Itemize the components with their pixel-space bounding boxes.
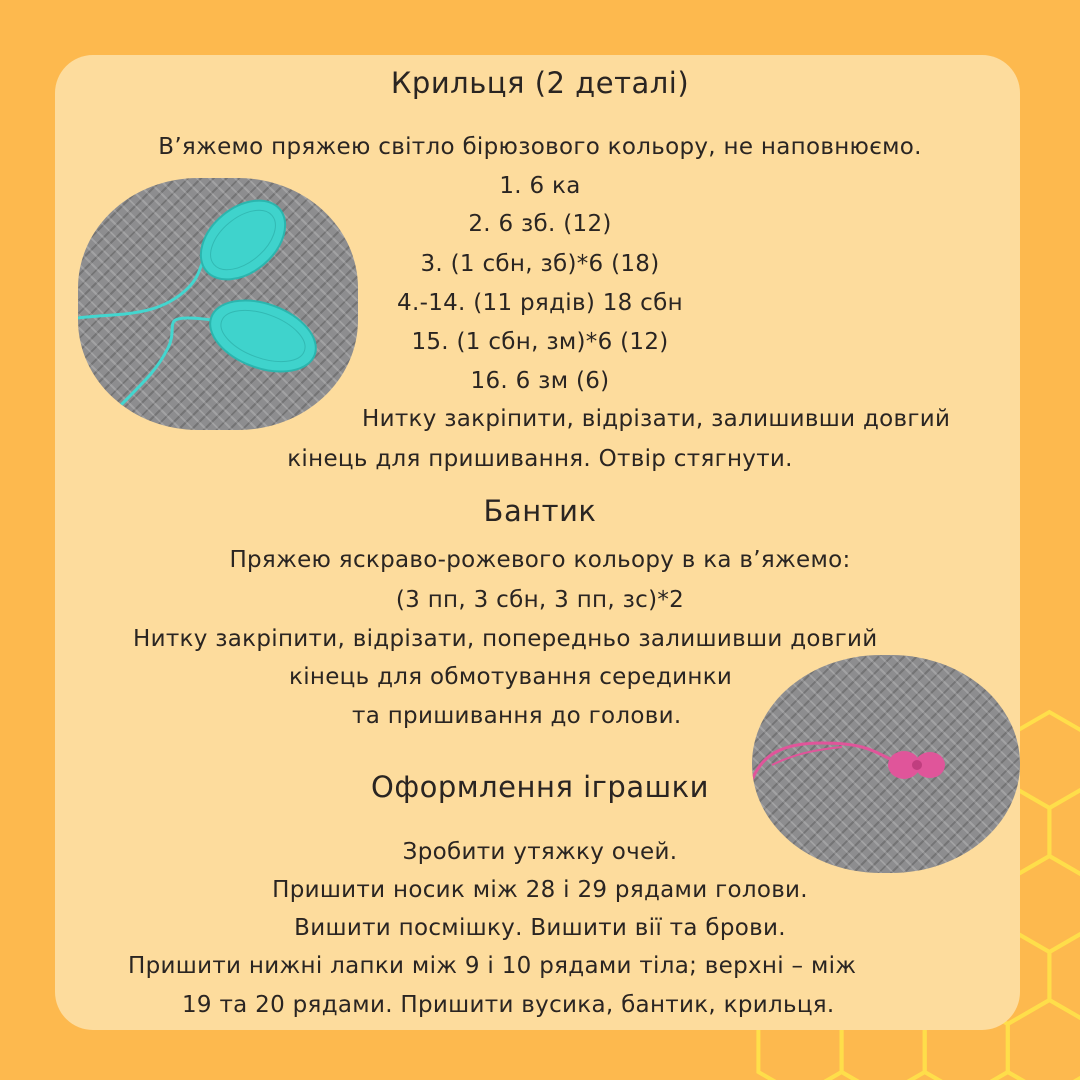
wings-title: Крильця (2 деталі) — [390, 66, 690, 100]
assembly-line: Вишити посмішку. Вишити вії та брови. — [294, 915, 786, 941]
bow-line: Нитку закріпити, відрізати, попередньо залишивши довгий — [133, 626, 878, 652]
assembly-line: Зробити утяжку очей. — [402, 839, 678, 865]
honeycomb-cell — [1049, 928, 1080, 1024]
bow-line: та пришивання до голови. — [352, 703, 682, 729]
wings-row: 1. 6 ка — [499, 173, 581, 199]
bow-line: (3 пп, 3 сбн, 3 пп, зс)*2 — [395, 587, 685, 613]
assembly-line: Пришити нижні лапки між 9 і 10 рядами тіла; верхні – між — [128, 953, 857, 979]
honeycomb-cell — [1049, 1072, 1080, 1080]
bow-title: Бантик — [483, 494, 597, 528]
wings-finish-line-1: Нитку закріпити, відрізати, залишивши довгий — [362, 406, 951, 432]
wings-row: 3. (1 сбн, зб)*6 (18) — [420, 251, 660, 277]
wings-intro: В’яжемо пряжею світло бірюзового кольору, не наповнюємо. — [158, 134, 922, 160]
honeycomb-cell — [966, 1072, 1049, 1080]
assembly-line: Пришити носик між 28 і 29 рядами голови. — [272, 877, 808, 903]
assembly-title: Оформлення іграшки — [371, 770, 709, 804]
bow-line: кінець для обмотування серединки — [289, 664, 733, 690]
assembly-line: 19 та 20 рядами. Пришити вусика, бантик, крильця. — [182, 992, 835, 1018]
wings-finish-line-2: кінець для пришивання. Отвір стягнути. — [287, 446, 793, 472]
wings-row: 16. 6 зм (6) — [470, 368, 610, 394]
wings-row: 2. 6 зб. (12) — [468, 211, 612, 237]
honeycomb-cell — [800, 1072, 883, 1080]
honeycomb-cell — [883, 1072, 966, 1080]
wings-row: 15. (1 сбн, зм)*6 (12) — [411, 329, 669, 355]
wings-photo — [78, 178, 358, 430]
honeycomb-cell — [1008, 1000, 1080, 1080]
wings-row: 4.-14. (11 рядів) 18 сбн — [397, 290, 683, 316]
bow-line: Пряжею яскраво-рожевого кольору в ка в’яжемо: — [229, 547, 851, 573]
